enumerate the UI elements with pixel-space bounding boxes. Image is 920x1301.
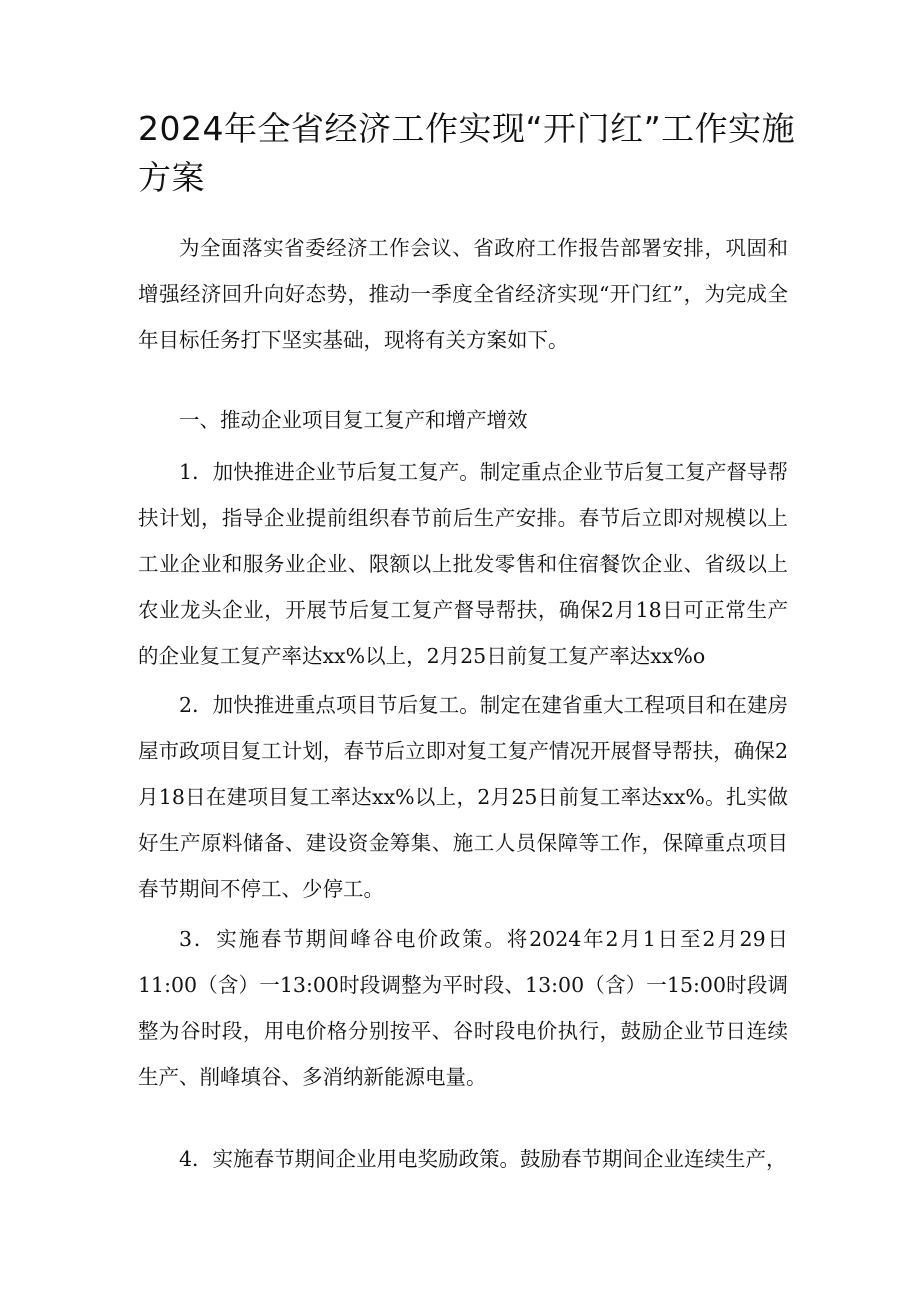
- list-item: 1．加快推进企业节后复工复产。制定重点企业节后复工复产督导帮扶计划，指导企业提前组织春节前后生产安排。春节后立即对规模以上工业企业和服务业企业、限额以上批发零售和住宿餐饮企业、省级以上农业龙头企业，开展节后复工复产督导帮扶，确保2月18日可正常生产的企业复工复产率达xx%以上，2月25日前复工复产率达xx%o: [138, 460, 788, 668]
- list-item: 3．实施春节期间峰谷电价政策。将2024年2月1日至2月29日11:00（含）一13:00时段调整为平时段、13:00（含）一15:00时段调整为谷时段，用电价格分别按平、谷时段电价执行，鼓励企业节日连续生产、削峰填谷、多消纳新能源电量。: [138, 927, 788, 1089]
- list-item: 2．加快推进重点项目节后复工。制定在建省重大工程项目和在建房屋市政项目复工计划，春节后立即对复工复产情况开展督导帮扶，确保2月18日在建项目复工率达xx%以上，2月25日前复工率达xx%。扎实做好生产原料储备、建设资金筹集、施工人员保障等工作，保障重点项目春节期间不停工、少停工。: [138, 693, 788, 901]
- list-item: 4．实施春节期间企业用电奖励政策。鼓励春节期间企业连续生产，: [179, 1147, 787, 1171]
- document-title: 2024年全省经济工作实现“开门红”工作实施方案: [138, 109, 796, 197]
- intro-paragraph: 为全面落实省委经济工作会议、省政府工作报告部署安排，巩固和增强经济回升向好态势，推动一季度全省经济实现“开门红”，为完成全年目标任务打下坚实基础，现将有关方案如下。: [138, 236, 788, 352]
- section-heading: 一、推动企业项目复工复产和增产增效: [179, 408, 528, 432]
